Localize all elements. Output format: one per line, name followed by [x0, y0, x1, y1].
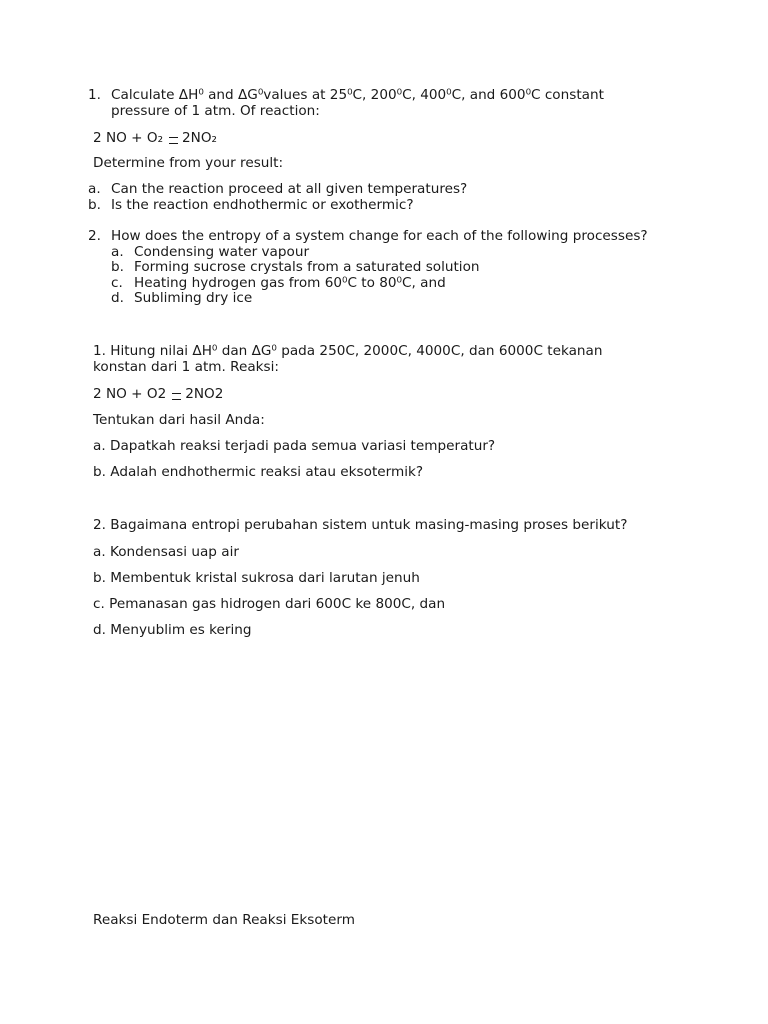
- reaction-products: 2NO2: [185, 386, 224, 402]
- item-text: Heating hydrogen gas from 60⁰C to 80⁰C, and: [134, 274, 446, 291]
- indonesian-q2-item-d: [0, 623, 768, 639]
- question-number: 1.: [88, 87, 101, 103]
- item-text: Condensing water vapour: [134, 243, 310, 260]
- question-text: How does the entropy of a system change for each of the following processes?: [111, 228, 648, 244]
- determine-text: Determine from your result:: [93, 155, 284, 171]
- list-item: [0, 245, 768, 261]
- question-number: 2.: [88, 228, 101, 244]
- english-reaction-equation: [0, 131, 768, 147]
- list-item: [0, 182, 768, 198]
- english-determine-line: [0, 156, 768, 172]
- question-text-line-2: pressure of 1 atm. Of reaction:: [111, 102, 320, 119]
- indonesian-q2-item-b: [0, 571, 768, 587]
- reaction-products: 2NO₂: [182, 130, 217, 146]
- item-text: a. Dapatkah reaksi terjadi pada semua variasi temperatur?: [93, 438, 496, 454]
- question-text: 2. Bagaimana entropi perubahan sistem untuk masing-masing proses berikut?: [93, 517, 628, 533]
- item-text: b. Membentuk kristal sukrosa dari larutan jenuh: [93, 570, 420, 586]
- determine-text: Tentukan dari hasil Anda:: [93, 412, 265, 428]
- indonesian-question-1: [0, 344, 768, 375]
- list-item: [0, 291, 768, 307]
- indonesian-q2-item-a: [0, 545, 768, 561]
- item-label: c.: [111, 274, 123, 291]
- indonesian-q2-item-c: [0, 597, 768, 613]
- item-text: Subliming dry ice: [134, 290, 253, 306]
- item-label: d.: [111, 290, 124, 306]
- reaction-reactants: 2 NO + O₂: [93, 130, 164, 146]
- indonesian-item-b: [0, 465, 768, 481]
- list-item: [0, 276, 768, 292]
- reaction-reactants: 2 NO + O2: [93, 386, 167, 402]
- item-text: Is the reaction endhothermic or exothermic?: [111, 196, 414, 213]
- list-item: [0, 260, 768, 276]
- footer-text: Reaksi Endoterm dan Reaksi Eksoterm: [93, 912, 355, 928]
- english-sub-questions: [0, 182, 768, 213]
- equilibrium-icon: [172, 393, 181, 400]
- indonesian-determine-line: [0, 413, 768, 429]
- list-item: [0, 198, 768, 214]
- indonesian-reaction-equation: [0, 387, 768, 403]
- item-text: b. Adalah endhothermic reaksi atau eksotermik?: [93, 464, 424, 480]
- english-question-1: [0, 88, 768, 119]
- item-label: b.: [111, 259, 124, 275]
- question-text-line-1: 1. Hitung nilai ΔH⁰ dan ΔG⁰ pada 250C, 2000C, 4000C, dan 6000C tekanan: [93, 343, 603, 359]
- item-text: d. Menyublim es kering: [93, 622, 252, 638]
- item-text: Forming sucrose crystals from a saturated solution: [134, 259, 480, 275]
- item-text: Can the reaction proceed at all given temperatures?: [111, 181, 468, 197]
- item-label: a.: [88, 181, 101, 197]
- indonesian-item-a: [0, 439, 768, 455]
- item-text: a. Kondensasi uap air: [93, 544, 239, 560]
- indonesian-question-2: [0, 518, 768, 534]
- question-text-line-1: Calculate ΔH⁰ and ΔG⁰values at 25⁰C, 200⁰C, 400⁰C, and 600⁰C constant: [111, 87, 604, 103]
- item-text: c. Pemanasan gas hidrogen dari 600C ke 800C, dan: [93, 596, 446, 612]
- question-text-line-2: konstan dari 1 atm. Reaksi:: [93, 358, 279, 375]
- english-question-2: [0, 229, 768, 307]
- item-label: b.: [88, 196, 101, 213]
- document-footer: [0, 913, 768, 929]
- equilibrium-icon: [169, 137, 178, 144]
- item-label: a.: [111, 243, 124, 260]
